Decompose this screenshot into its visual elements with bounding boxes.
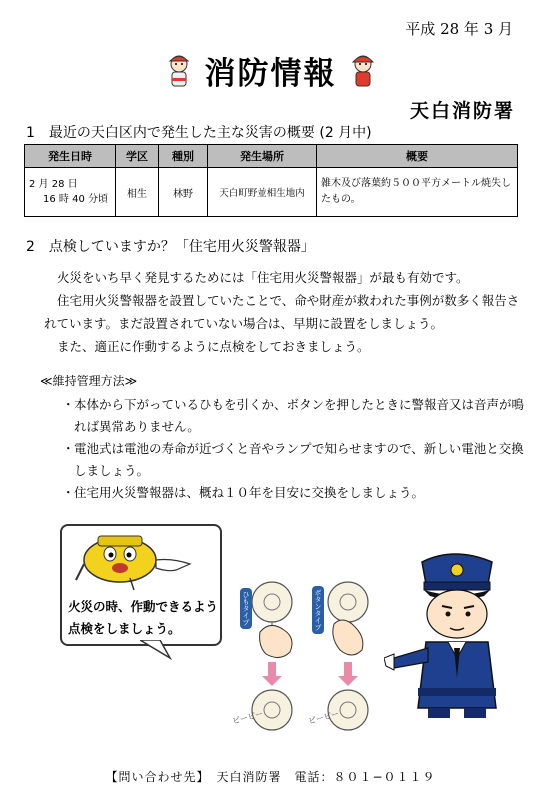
bullet-mark: ・	[62, 441, 75, 456]
cell-date-line1: 2 月 28 日	[29, 179, 78, 190]
bullet-mark: ・	[62, 485, 75, 500]
speech-text	[68, 596, 218, 640]
list-item-text: 本体から下がっているひもを引くか、ボタンを押したときに警報音又は音声が鳴れば異常ありません。	[74, 397, 525, 434]
bullet-mark: ・	[62, 397, 75, 412]
col-date: 発生日時	[25, 145, 116, 168]
pull-cord-label: ひもタイプ	[240, 588, 252, 629]
col-place: 発生場所	[208, 145, 317, 168]
disaster-table	[24, 144, 518, 217]
alarm-sound-left: ピーピー	[231, 709, 265, 726]
button-type-label: ボタンタイプ	[312, 586, 324, 634]
table-header-row	[25, 145, 518, 168]
speech-line: 火災の時、作動できるよう	[68, 599, 219, 614]
list-item	[62, 394, 524, 438]
alarm-sound-right: ピーピー	[307, 709, 341, 726]
title-row	[0, 48, 541, 93]
intro-paragraphs	[44, 266, 524, 358]
list-item	[62, 438, 524, 482]
cell-type: 林野	[159, 168, 208, 217]
maintenance-heading: ≪維持管理方法≫	[40, 374, 138, 388]
table-row	[25, 168, 518, 217]
cell-summary: 雑木及び落葉約５００平方メートル焼失したもの。	[317, 168, 518, 217]
section2-heading: 2 点検していますか？「住宅用火災警報器」	[26, 239, 315, 255]
list-item-text: 住宅用火災警報器は、概ね１０年を目安に交換をしましょう。	[74, 485, 425, 500]
list-item-text: 電池式は電池の寿命が近づくと音やランプで知らせますので、新しい電池と交換しましょう。	[74, 441, 524, 478]
col-summary: 概要	[317, 145, 518, 168]
paragraph: 住宅用火災警報器を設置していたことで、命や財産が救われた事例が数多く報告されています。まだ設置されていない場合は、早期に設置をしましょう。	[44, 293, 520, 331]
smoke-detector-character-icon	[72, 530, 202, 592]
issue-date: 平成 28 年 3 月	[405, 20, 513, 38]
col-type: 種別	[159, 145, 208, 168]
cell-date	[25, 168, 116, 217]
cell-place: 天白町野並相生地内	[208, 168, 317, 217]
firefighter-mascot-icon	[163, 52, 195, 90]
department-name: 天白消防署	[409, 100, 515, 122]
maintenance-list	[62, 394, 524, 504]
firefighter-girl-mascot-icon	[347, 52, 379, 90]
paragraph: また、適正に作動するように点検をしておきましょう。	[57, 339, 370, 354]
fire-officer-character-icon	[384, 548, 524, 718]
contact-footer: 【問い合わせ先】 天白消防署 電話：８０１−０１１９	[105, 770, 436, 784]
cell-date-line2: 16 時 40 分頃	[43, 194, 108, 205]
speech-line: 点検をしましょう。	[68, 621, 181, 636]
speech-tail-icon	[140, 640, 180, 660]
page-title: 消防情報	[204, 56, 337, 92]
section1-heading: 1 最近の天白区内で発生した主な災害の概要 (2 月中)	[26, 125, 372, 141]
cell-district: 相生	[116, 168, 159, 217]
col-district: 学区	[116, 145, 159, 168]
list-item	[62, 482, 524, 504]
paragraph: 火災をいち早く発見するためには「住宅用火災警報器」が最も有効です。	[57, 270, 469, 285]
